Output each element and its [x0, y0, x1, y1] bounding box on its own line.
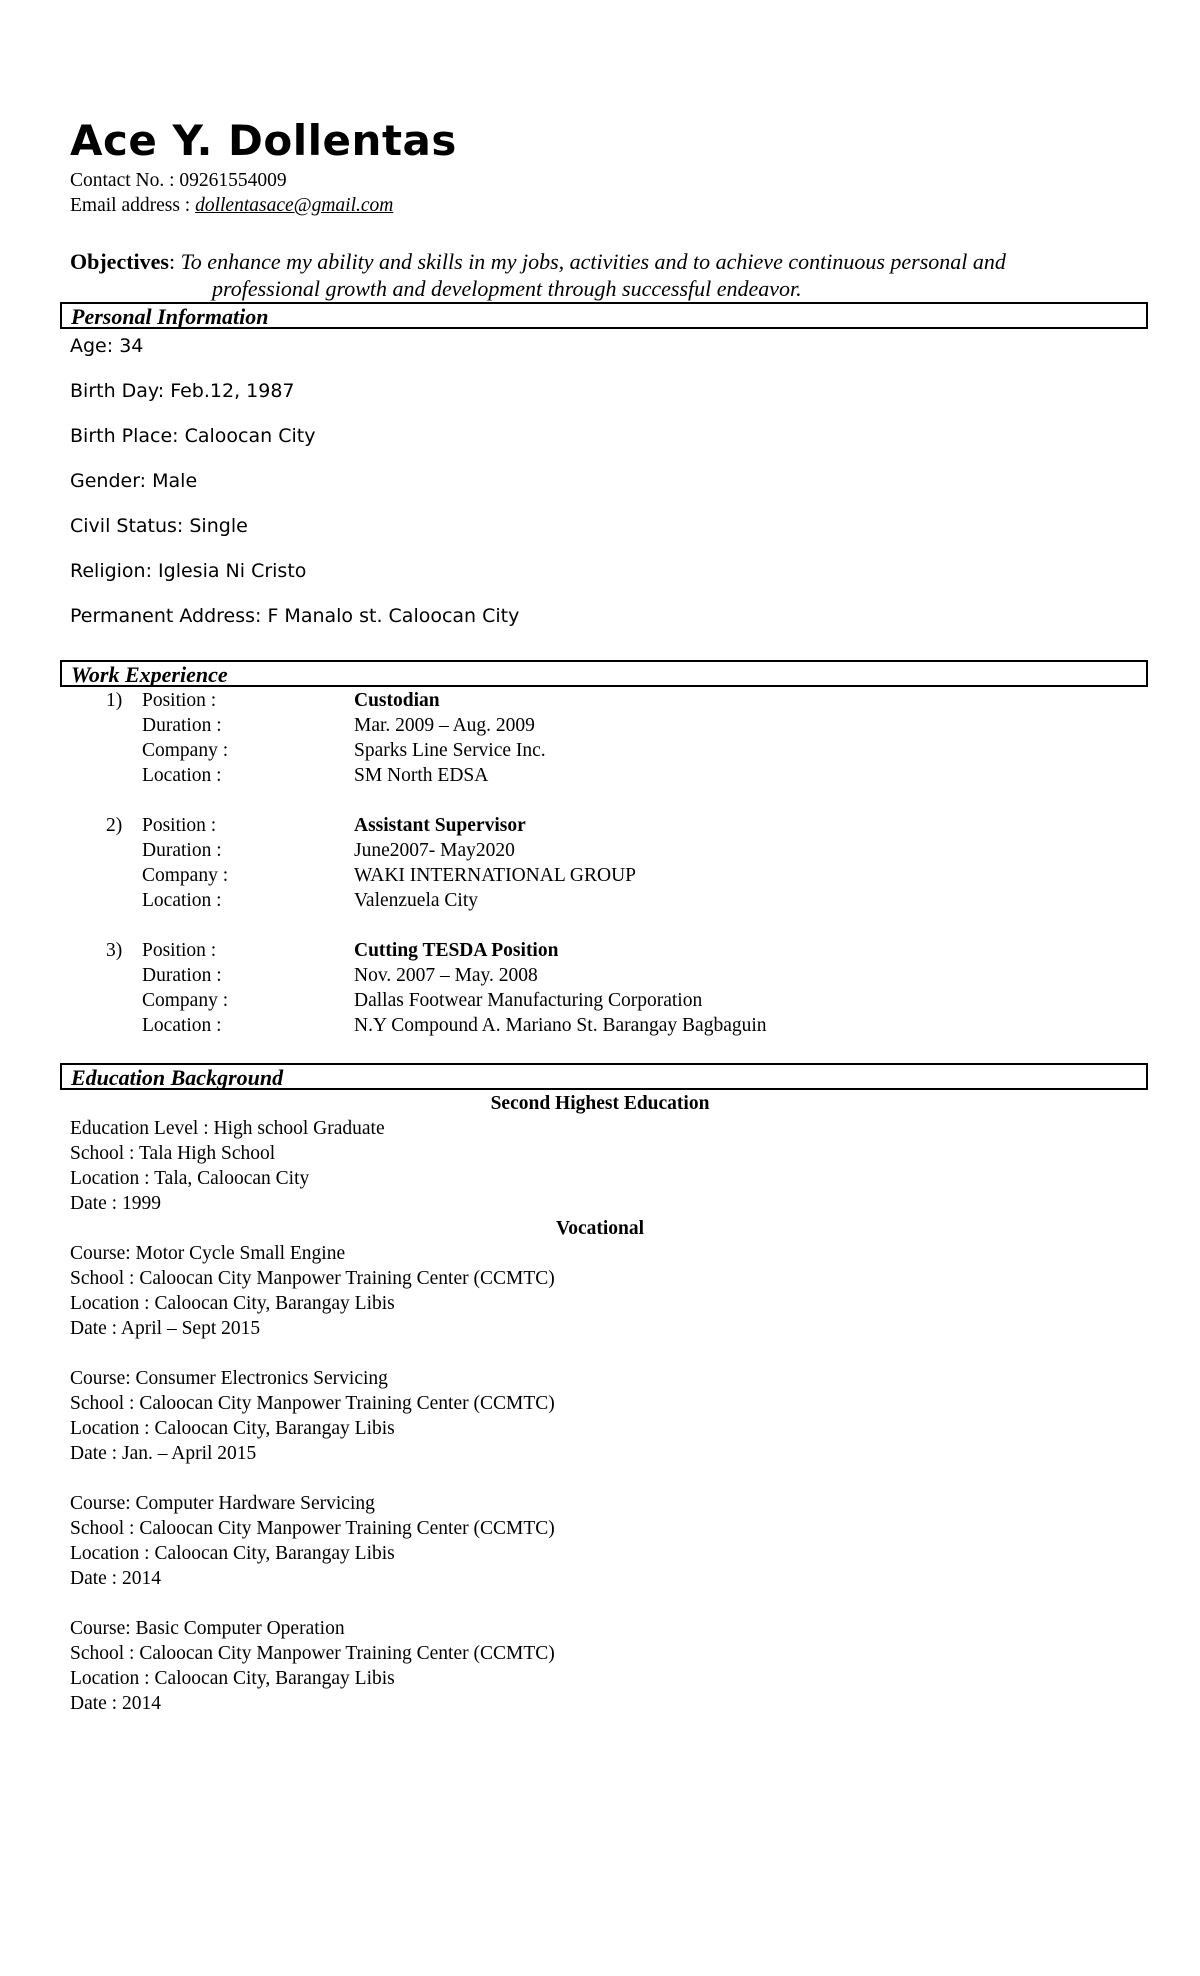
applicant-name: Ace Y. Dollentas [70, 116, 457, 165]
objectives-text-line2: professional growth and development through successful endeavor. [212, 276, 802, 301]
course-line: School : Caloocan City Manpower Training Center (CCMTC) [70, 1393, 555, 1414]
course-line: Date : April – Sept 2015 [70, 1318, 261, 1339]
job-number: 2) [106, 815, 123, 836]
work-experience-title: Work Experience [71, 662, 228, 687]
job-duration: Mar. 2009 – Aug. 2009 [354, 715, 535, 736]
job-position: Custodian [354, 690, 440, 711]
education-detail-line: Education Level : High school Graduate [70, 1118, 385, 1139]
personal-info-item: Gender: Male [70, 470, 198, 492]
course-line: Date : Jan. – April 2015 [70, 1443, 257, 1464]
job-number: 3) [106, 940, 123, 961]
duration-label: Duration : [142, 715, 222, 736]
location-label: Location : [142, 890, 222, 911]
job-duration: Nov. 2007 – May. 2008 [354, 965, 538, 986]
course-line: Course: Consumer Electronics Servicing [70, 1368, 388, 1389]
company-label: Company : [142, 740, 229, 761]
course-line: Date : 2014 [70, 1693, 161, 1714]
job-location: SM North EDSA [354, 765, 489, 786]
work-experience-header [60, 660, 1148, 687]
personal-info-title: Personal Information [71, 304, 269, 329]
duration-label: Duration : [142, 840, 222, 861]
personal-info-item: Religion: Iglesia Ni Cristo [70, 560, 307, 582]
personal-info-header [60, 302, 1148, 329]
education-title: Education Background [71, 1065, 284, 1090]
course-line: Course: Motor Cycle Small Engine [70, 1243, 346, 1264]
duration-label: Duration : [142, 965, 222, 986]
education-header [60, 1063, 1148, 1090]
personal-info-item: Permanent Address: F Manalo st. Caloocan City [70, 605, 520, 627]
course-line: Location : Caloocan City, Barangay Libis [70, 1418, 395, 1439]
course-line: Course: Computer Hardware Servicing [70, 1493, 375, 1514]
job-location: N.Y Compound A. Mariano St. Barangay Bagbaguin [354, 1015, 767, 1036]
course-line: Course: Basic Computer Operation [70, 1618, 345, 1639]
job-location: Valenzuela City [354, 890, 478, 911]
course-line: Location : Caloocan City, Barangay Libis [70, 1668, 395, 1689]
company-label: Company : [142, 990, 229, 1011]
email-label: Email address : [70, 195, 196, 216]
position-label: Position : [142, 940, 217, 961]
job-position: Cutting TESDA Position [354, 940, 559, 961]
position-label: Position : [142, 690, 217, 711]
personal-info-item: Age: 34 [70, 335, 144, 357]
location-label: Location : [142, 765, 222, 786]
course-line: School : Caloocan City Manpower Training Center (CCMTC) [70, 1268, 555, 1289]
personal-info-item: Birth Place: Caloocan City [70, 425, 316, 447]
contact-number: 09261554009 [179, 170, 287, 191]
vocational-heading: Vocational [555, 1218, 645, 1239]
course-line: Location : Caloocan City, Barangay Libis [70, 1293, 395, 1314]
job-company: Sparks Line Service Inc. [354, 740, 546, 761]
personal-info-item: Birth Day: Feb.12, 1987 [70, 380, 295, 402]
contact-label: Contact No. : [70, 170, 180, 191]
company-label: Company : [142, 865, 229, 886]
contact-number-line [70, 170, 287, 192]
second-highest-education-heading: Second Highest Education [490, 1093, 710, 1114]
course-line: Date : 2014 [70, 1568, 161, 1589]
course-line: School : Caloocan City Manpower Training Center (CCMTC) [70, 1518, 555, 1539]
objectives-label: Objectives [70, 249, 169, 274]
job-number: 1) [106, 690, 123, 711]
email-line [70, 195, 393, 217]
course-line: School : Caloocan City Manpower Training Center (CCMTC) [70, 1643, 555, 1664]
objectives-text-line1: To enhance my ability and skills in my jobs, activities and to achieve continuous personal and [180, 249, 1006, 274]
course-line: Location : Caloocan City, Barangay Libis [70, 1543, 395, 1564]
objectives [70, 248, 1160, 302]
email-link[interactable]: dollentasace@gmail.com [195, 195, 394, 216]
education-detail-line: School : Tala High School [70, 1143, 276, 1164]
job-company: Dallas Footwear Manufacturing Corporation [354, 990, 703, 1011]
education-detail-line: Location : Tala, Caloocan City [70, 1168, 310, 1189]
job-company: WAKI INTERNATIONAL GROUP [354, 865, 636, 886]
objectives-colon: : [168, 249, 181, 274]
personal-info-item: Civil Status: Single [70, 515, 248, 537]
education-detail-line: Date : 1999 [70, 1193, 161, 1214]
position-label: Position : [142, 815, 217, 836]
job-duration: June2007- May2020 [354, 840, 515, 861]
job-position: Assistant Supervisor [354, 815, 526, 836]
location-label: Location : [142, 1015, 222, 1036]
